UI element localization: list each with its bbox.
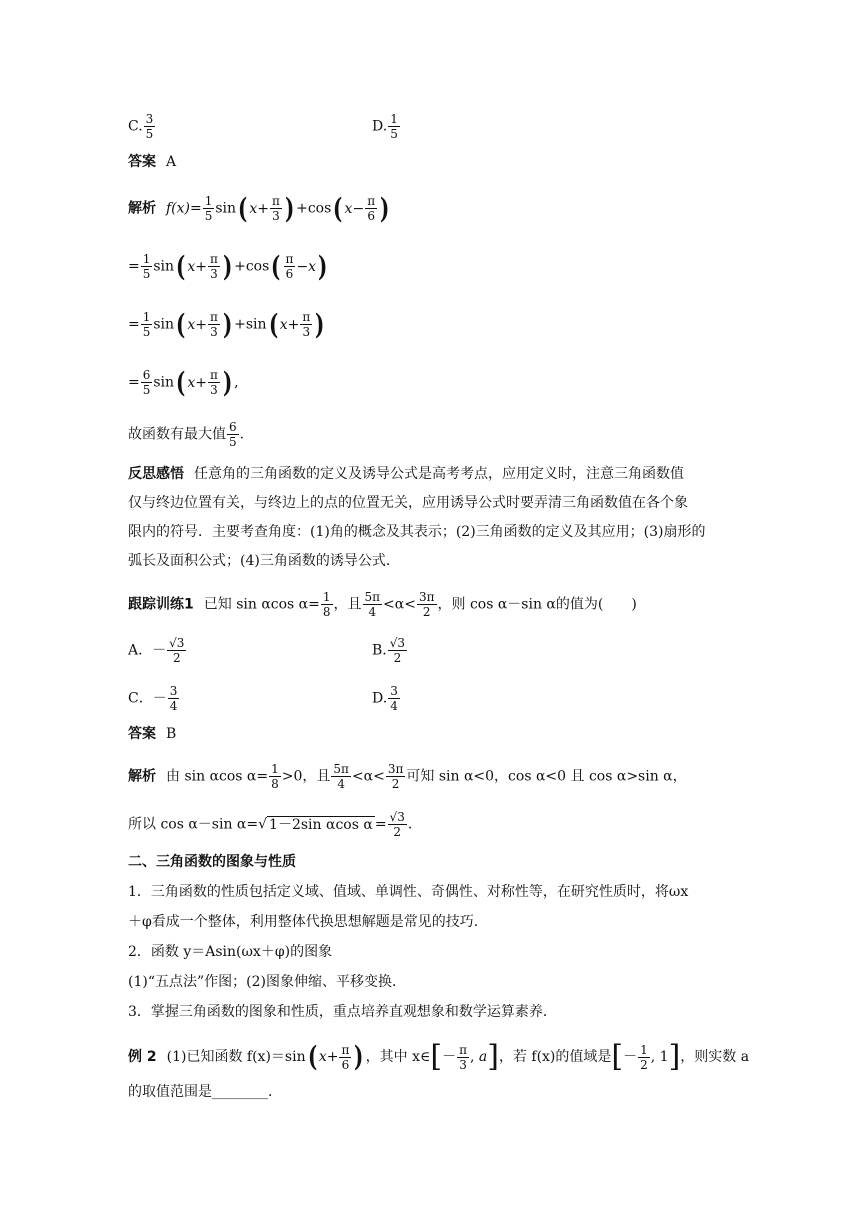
solution-2-line-1: 解析 由 sin αcos α= $\frac{1}{8}$ >0，且 $\frac{5\pi}{4}$ <α< $\frac{3\pi}{2}$ 可知 sin α<0，cos α<0 且 cos α>sin α，	[128, 762, 687, 791]
option-a: A．－ $\frac{√3}{2}$	[128, 636, 185, 665]
option-d-prev: D. $\frac{1}{5}$	[372, 112, 398, 141]
section-2-para-1b: ＋φ看成一个整体，利用整体代换思想解题是常见的技巧．	[128, 914, 488, 930]
solution-1-line-1: 解析 f(x)= $\frac{1}{5}$ sin ( x+ $\frac{\pi}{3}$ ) +cos ( x− $\frac{\pi}{6}$ )	[128, 191, 390, 225]
answer-2: 答案 B	[128, 726, 177, 742]
option-c-prev: C. $\frac{3}{5}$	[128, 112, 154, 141]
section-2-para-4: 3．掌握三角函数的图象和性质，重点培养直观想象和数学运算素养．	[128, 1004, 557, 1020]
solution-1-line-2: = $\frac{1}{5}$ sin ( x+ $\frac{\pi}{3}$ ) +cos ( $\frac{\pi}{6}$ −x )	[128, 249, 328, 283]
track-training-1: 跟踪训练1 已知 sin αcos α= $\frac{1}{8}$ ，且 $\frac{5\pi}{4}$ <α< $\frac{3\pi}{2}$ ，则 cos α－sin α的值为( )	[128, 590, 637, 619]
option-c: C．－ $\frac{3}{4}$	[128, 684, 178, 713]
section-2-title: 二、三角函数的图象与性质	[128, 854, 296, 870]
reflection-line-3: 限内的符号．主要考查角度：(1)角的概念及其表示；(2)三角函数的定义及其应用；(3)扇形的	[128, 524, 706, 540]
example-2-line-2: 的取值范围是________．	[128, 1084, 282, 1100]
fraction: $\frac{3}{5}$	[145, 112, 154, 141]
option-d: D. $\frac{3}{4}$	[372, 684, 398, 713]
option-b: B. $\frac{√3}{2}$	[372, 636, 406, 665]
reflection-line-1: 反思感悟 任意角的三角函数的定义及诱导公式是高考考点，应用定义时，注意三角函数值	[128, 466, 684, 482]
section-2-para-2: 2．函数 y＝Asin(ωx＋φ)的图象	[128, 944, 333, 960]
section-2-para-1a: 1．三角函数的性质包括定义域、值域、单调性、奇偶性、对称性等，在研究性质时，将ωx	[128, 884, 689, 900]
answer-1: 答案 A	[128, 154, 177, 170]
max-value-line: 故函数有最大值 $\frac{6}{5}$ .	[128, 420, 245, 449]
reflection-line-2: 仅与终边位置有关，与终边上的点的位置无关，应用诱导公式时要弄清三角函数值在各个象	[128, 495, 688, 511]
solution-2-line-2: 所以 cos α－sin α=√ 1－2sin αcos α = $\frac{√3}{2}$ .	[128, 810, 413, 839]
section-2-para-3: (1)“五点法”作图；(2)图象伸缩、平移变换．	[128, 974, 406, 990]
fraction: $\frac{1}{5}$	[390, 112, 398, 141]
reflection-line-4: 弧长及面积公式；(4)三角函数的诱导公式．	[128, 553, 400, 569]
solution-1-line-4: = $\frac{6}{5}$ sin ( x+ $\frac{\pi}{3}$ ) ,	[128, 365, 239, 399]
solution-1-line-3: = $\frac{1}{5}$ sin ( x+ $\frac{\pi}{3}$ ) +sin ( x+ $\frac{\pi}{3}$ )	[128, 307, 325, 341]
example-2-line-1: 例 2 (1)已知函数 f(x)＝sin ( x+ $\frac{\pi}{6}$ ) ，其中 x∈ [ － $\frac{\pi}{3}$ , a ] ，若 f(x)的值域是 [ － $\frac{1}{2}$ , 1 ] ，则实数 a	[128, 1039, 750, 1074]
